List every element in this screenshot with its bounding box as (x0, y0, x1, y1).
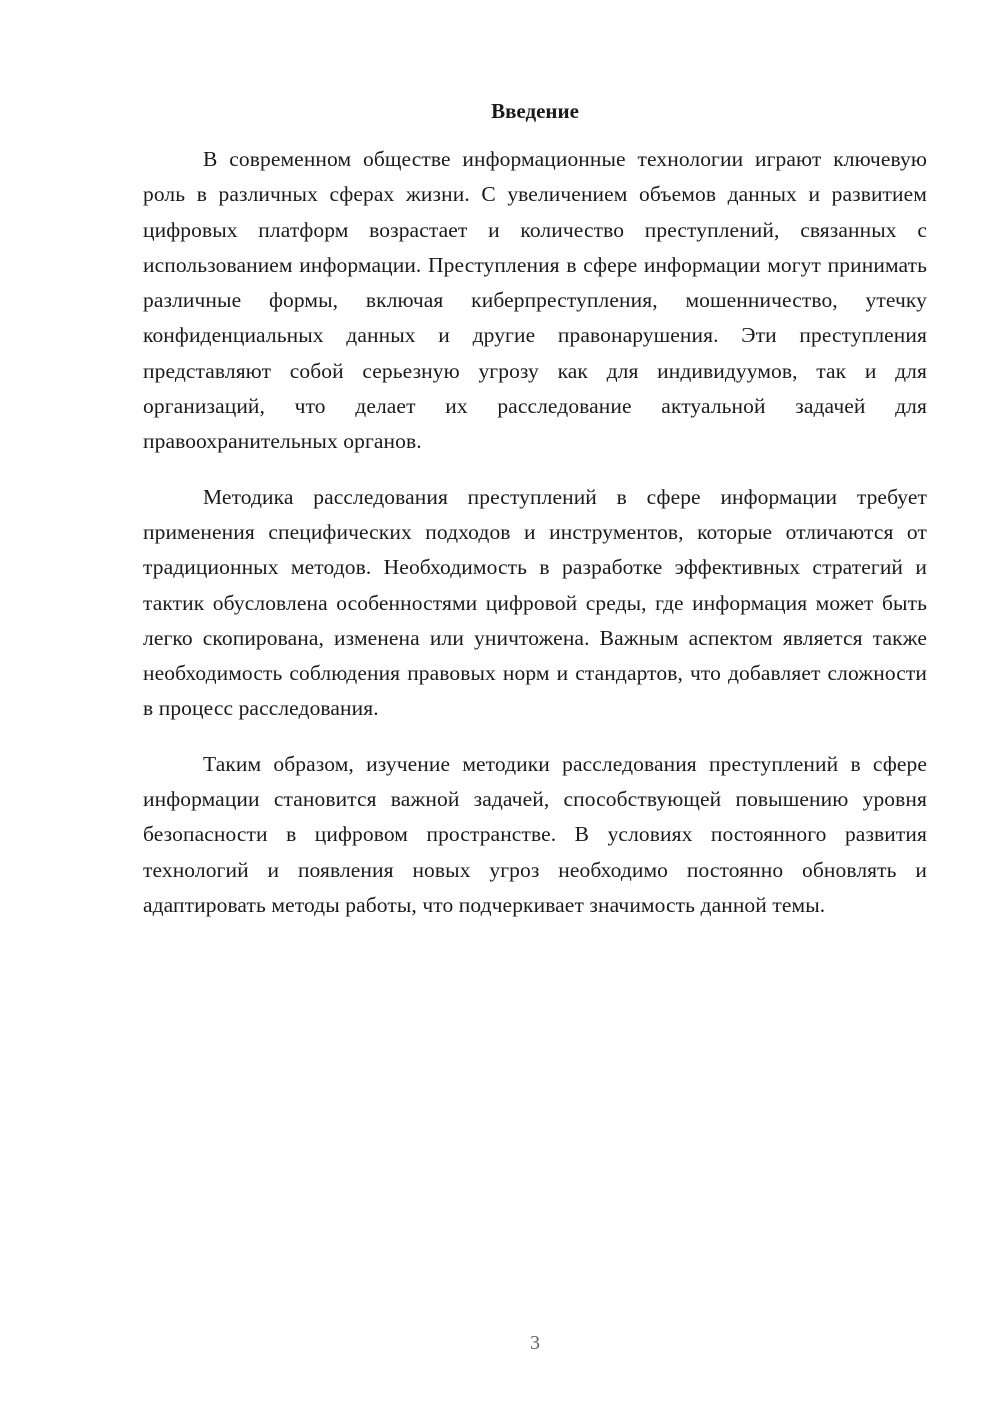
paragraph-3: Таким образом, изучение методики расследования преступлений в сфере информации становится важной задачей, способствующей повышению уровня безопасности в цифровом пространстве. В условиях постоянного развития технологий и появления новых угроз необходимо постоянно обновлять и адаптировать методы работы, что подчеркивает значимость данной темы. (143, 751, 927, 917)
section-heading: Введение (491, 99, 579, 123)
paragraph-1: В современном обществе информационные технологии играют ключевую роль в различных сферах жизни. С увеличением объемов данных и развитием цифровых платформ возрастает и количество преступлений, связанных с использованием информации. Преступления в сфере информации могут принимать различные формы, включая киберпреступления, мошенничество, утечку конфиденциальных данных и другие правонарушения. Эти преступления представляют собой серьезную угрозу как для индивидуумов, так и для организаций, что делает их расследование актуальной задачей для правоохранительных органов. (143, 147, 927, 454)
body-text (143, 142, 927, 943)
page-number: 3 (530, 1332, 540, 1354)
paragraph-2: Методика расследования преступлений в сфере информации требует применения специфических подходов и инструментов, которые отличаются от традиционных методов. Необходимость в разработке эффективных стратегий и тактик обусловлена особенностями цифровой среды, где информация может быть легко скопирована, изменена или уничтожена. Важным аспектом является также необходимость соблюдения правовых норм и стандартов, что добавляет сложности в процесс расследования. (143, 484, 927, 721)
